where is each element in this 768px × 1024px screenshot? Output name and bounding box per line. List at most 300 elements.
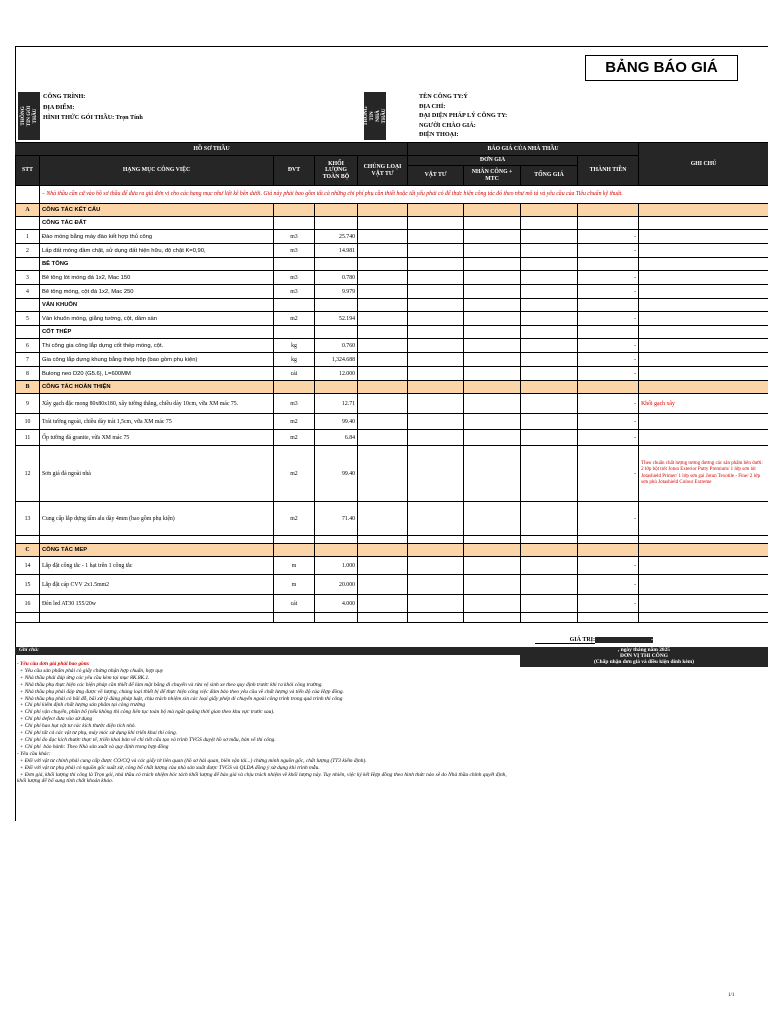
item-quantity: 25.740 (315, 230, 358, 244)
note-line: + Đơn giá, khối lượng thi công là Trọn gói, nhà thầu có trách nhiệm bóc tách khối lượng để báo giá và chịu trách nhiệm về khối lượng này. Tuy nhiên, việc ký kết Hợp đồng theo hình thức nào sẽ do Nhà thầu chính quyết định, khối lượng để bổ sung tính chất khoán khảo. (17, 771, 509, 785)
group-row (16, 258, 768, 271)
group-stt (16, 258, 40, 271)
notes-label: Ghi chú: (19, 647, 39, 653)
header-chung-loai: CHỦNG LOẠI VẬT TƯ (358, 156, 408, 186)
empty-cell (40, 613, 274, 623)
empty-cell (578, 299, 639, 312)
empty-cell (464, 557, 521, 575)
header-thanh-tien: THÀNH TIỀN (578, 156, 639, 186)
item-quantity: 0.760 (315, 339, 358, 353)
empty-cell (358, 353, 408, 367)
empty-cell (578, 217, 639, 230)
empty-cell (521, 258, 578, 271)
spacer-row (16, 613, 768, 623)
empty-cell (464, 430, 521, 446)
table-row (16, 414, 768, 430)
item-stt: 4 (16, 285, 40, 299)
total-value: - (595, 637, 653, 643)
item-note (639, 414, 768, 430)
item-quantity: 0.780 (315, 271, 358, 285)
item-unit: m2 (274, 414, 315, 430)
group-name: CỐT THÉP (40, 326, 274, 339)
empty-cell (358, 575, 408, 595)
item-note (639, 353, 768, 367)
table-row (16, 312, 768, 326)
item-total: - (578, 244, 639, 258)
total-label: GIÁ TRỊ: (535, 637, 595, 644)
section-name: CÔNG TÁC KẾT CẤU (40, 204, 274, 217)
empty-cell (16, 613, 40, 623)
item-note (639, 312, 768, 326)
table-row (16, 230, 768, 244)
empty-cell (358, 367, 408, 381)
empty-cell (408, 544, 464, 557)
empty-cell (578, 381, 639, 394)
empty-cell (521, 230, 578, 244)
empty-cell (521, 204, 578, 217)
empty-cell (521, 430, 578, 446)
empty-cell (408, 414, 464, 430)
empty-cell (358, 339, 408, 353)
empty-cell (464, 244, 521, 258)
document-title: BẢNG BÁO GIÁ (585, 55, 738, 81)
item-note (639, 285, 768, 299)
contractor-info-block (419, 92, 759, 140)
item-unit: m2 (274, 446, 315, 502)
item-quantity: 99.40 (315, 446, 358, 502)
empty-cell (521, 271, 578, 285)
item-stt: 7 (16, 353, 40, 367)
note-stt (16, 186, 40, 204)
item-stt: 1 (16, 230, 40, 244)
header-vat-tu: VẬT TƯ (408, 166, 464, 186)
table-row (16, 271, 768, 285)
item-name: Bulong neo D20 (G5.6), L=600MM (40, 367, 274, 381)
project-line: CÔNG TRÌNH: (43, 93, 86, 100)
empty-cell (274, 544, 315, 557)
item-unit: m3 (274, 394, 315, 414)
item-quantity: 6.84 (315, 430, 358, 446)
empty-cell (521, 394, 578, 414)
empty-cell (408, 230, 464, 244)
item-total: - (578, 394, 639, 414)
empty-cell (358, 430, 408, 446)
section-name: CÔNG TÁC HOÀN THIỆN (40, 381, 274, 394)
item-total: - (578, 285, 639, 299)
empty-cell (464, 326, 521, 339)
empty-cell (315, 217, 358, 230)
signature-subtitle: (Chấp nhận đơn giá và điều kiện đính kèm) (593, 659, 695, 665)
empty-cell (521, 299, 578, 312)
note-line: + Chi phí bảo hành: Theo Nhà sản xuất và quy định trong hợp đồng (17, 743, 169, 750)
header-don-gia: ĐƠN GIÁ (408, 156, 578, 166)
empty-cell (578, 536, 639, 544)
empty-cell (408, 353, 464, 367)
empty-cell (358, 299, 408, 312)
empty-cell (464, 339, 521, 353)
section-row (16, 381, 768, 394)
empty-cell (464, 204, 521, 217)
item-note: Theo chuẩn chất lượng tương đương các sản phẩm bên dưới: 2 lớp bột trét Jotun Exterior Putty Premium/ 1 lớp sơn lót Jotashield Primer/ 1 lớp sơn gai Jotun Texotile - Fine/ 2 lớp sơn phủ Jotashield Colour Extreme (639, 446, 768, 502)
empty-cell (578, 613, 639, 623)
empty-cell (408, 557, 464, 575)
empty-cell (358, 204, 408, 217)
group-row (16, 299, 768, 312)
empty-cell (315, 544, 358, 557)
item-stt: 10 (16, 414, 40, 430)
empty-cell (639, 613, 768, 623)
group-name: BÊ TÔNG (40, 258, 274, 271)
note-line: + Nhà thầu phụ phải đáp ứng được về lượng, chủng loại thiết bị để thực hiện công việc đảm bảo theo yêu cầu về chất lượng và tiến độ của Hợp đồng. (17, 688, 344, 695)
address-line: ĐỊA CHỈ: (419, 102, 446, 110)
item-name: Thi công gia công lắp dựng cốt thép móng, cột. (40, 339, 274, 353)
item-unit: m2 (274, 502, 315, 536)
item-total: - (578, 575, 639, 595)
note-line: + Nhà thầu phụ thực hiện các biện pháp cần thiết để làm mặt bằng di chuyển và rửa vệ sinh xe theo quy định trước khi ra khỏi công trường. (17, 681, 323, 688)
item-quantity: 52.194 (315, 312, 358, 326)
item-total: - (578, 367, 639, 381)
section-row (16, 544, 768, 557)
empty-cell (408, 204, 464, 217)
note-line: - Yêu cầu khác: (17, 750, 51, 757)
group-name: VÁN KHUÔN (40, 299, 274, 312)
empty-cell (521, 353, 578, 367)
page-number: 1/1 (728, 993, 735, 998)
table-row (16, 339, 768, 353)
note-line: + Nhà thầu phải đáp ứng các yêu cầu kèm tại mục 8K.8K.1. (17, 674, 150, 681)
empty-cell (408, 285, 464, 299)
item-stt: 13 (16, 502, 40, 536)
empty-cell (639, 381, 768, 394)
item-total: - (578, 271, 639, 285)
empty-cell (639, 536, 768, 544)
item-unit: kg (274, 353, 315, 367)
empty-cell (464, 613, 521, 623)
item-quantity: 14.981 (315, 244, 358, 258)
item-quantity: 1,324.688 (315, 353, 358, 367)
table-row (16, 502, 768, 536)
item-stt: 6 (16, 339, 40, 353)
empty-cell (358, 217, 408, 230)
item-quantity: 71.40 (315, 502, 358, 536)
header-hang-muc: HẠNG MỤC CÔNG VIỆC (40, 156, 274, 186)
empty-cell (408, 299, 464, 312)
item-name: Ốp tường đá granite, vữa XM mác 75 (40, 430, 274, 446)
general-notes (15, 647, 768, 821)
empty-cell (578, 258, 639, 271)
empty-cell (315, 299, 358, 312)
note-line: + Chi phí đo đạc kích thước thực tế, triển khai bản vẽ chi tiết cấu tạo và trình TVGS duyệt hồ sơ mẫu, bản vẽ thi công. (17, 736, 276, 743)
note-line: + Nhà thầu phụ phải có bãi đỗ, bãi xử lý đúng pháp luật, chịu trách nhiệm xin các loại giấy phép di chuyển ngoài công trình trong quá trình thi công (17, 695, 343, 702)
empty-cell (315, 258, 358, 271)
empty-cell (408, 575, 464, 595)
item-unit: kg (274, 339, 315, 353)
item-stt: 3 (16, 271, 40, 285)
empty-cell (464, 502, 521, 536)
empty-cell (464, 230, 521, 244)
table-row (16, 394, 768, 414)
empty-cell (358, 381, 408, 394)
empty-cell (521, 381, 578, 394)
empty-cell (315, 326, 358, 339)
item-total: - (578, 353, 639, 367)
signature-title: ĐƠN VỊ THI CÔNG (620, 653, 668, 659)
table-row (16, 367, 768, 381)
item-stt: 5 (16, 312, 40, 326)
empty-cell (315, 381, 358, 394)
empty-cell (274, 258, 315, 271)
empty-cell (521, 217, 578, 230)
note-line: + Đối với vật tư chính phải cung cấp được CO/CQ và các giấy tờ liên quan (hồ sơ hải quan, biên vận tải...) chứng minh nguồn gốc, chất lượng (TT3 kiểm định). (17, 757, 367, 764)
item-total: - (578, 312, 639, 326)
item-note (639, 430, 768, 446)
table-row (16, 557, 768, 575)
header-stt: STT (16, 156, 40, 186)
empty-cell (358, 312, 408, 326)
empty-cell (521, 557, 578, 575)
header-tong-gia: TỔNG GIÁ (521, 166, 578, 186)
empty-cell (521, 244, 578, 258)
section-id: A (16, 204, 40, 217)
signature-block (520, 647, 768, 667)
table-row (16, 285, 768, 299)
item-stt: 9 (16, 394, 40, 414)
item-stt: 11 (16, 430, 40, 446)
empty-cell (464, 575, 521, 595)
item-stt: 12 (16, 446, 40, 502)
item-name: Gia công lắp dựng khung bằng thép hộp (bao gồm phụ kiện) (40, 353, 274, 367)
instruction-note: – Nhà thầu cần cứ vào hồ sơ thầu để đưa ra giá đơn vị cho các hạng mục như liệt kê bên dưới. Giá này phải bao gồm tất cả những chi phí phụ cần thiết hoặc tất yếu phải có để thực hiện công tác đó theo như mô tả và yêu cầu của Tiêu chuẩn kỹ thuật. (40, 186, 768, 204)
empty-cell (521, 414, 578, 430)
empty-cell (274, 381, 315, 394)
group-row (16, 326, 768, 339)
item-name: Xây gạch đặc mong 80x80x180, xây tường thẳng, chiều dày 10cm, vữa XM mác 75. (40, 394, 274, 414)
item-quantity: 12.000 (315, 367, 358, 381)
header-nhan-cong: NHÂN CÔNG + MTC (464, 166, 521, 186)
empty-cell (358, 557, 408, 575)
empty-cell (408, 258, 464, 271)
empty-cell (274, 217, 315, 230)
empty-cell (578, 204, 639, 217)
section-row (16, 204, 768, 217)
empty-cell (408, 217, 464, 230)
item-name: Trát tường ngoài, chiều dày trát 1,5cm, vữa XM mác 75 (40, 414, 274, 430)
item-name: Lấp đất móng đầm chặt, sử dụng đất hiện hữu, độ chặt K=0,90, (40, 244, 274, 258)
item-stt: 14 (16, 557, 40, 575)
item-quantity: 20.000 (315, 575, 358, 595)
empty-cell (464, 285, 521, 299)
empty-cell (521, 367, 578, 381)
empty-cell (521, 544, 578, 557)
item-total: - (578, 230, 639, 244)
section-id: C (16, 544, 40, 557)
item-quantity: 9.979 (315, 285, 358, 299)
item-unit: m (274, 557, 315, 575)
empty-cell (639, 204, 768, 217)
header-khoi-luong: KHỐI LƯỢNG TOÀN BỘ (315, 156, 358, 186)
header-bao-gia: BÁO GIÁ CỦA NHÀ THẦU (408, 143, 639, 156)
item-quantity: 12.71 (315, 394, 358, 414)
item-name: Sơn giả đá ngoài nhà (40, 446, 274, 502)
empty-cell (464, 414, 521, 430)
item-stt: 8 (16, 367, 40, 381)
item-name: Lắp đặt công tắc - 1 hạt trên 1 công tắc (40, 557, 274, 575)
item-unit: m2 (274, 430, 315, 446)
empty-cell (521, 446, 578, 502)
empty-cell (408, 394, 464, 414)
empty-cell (408, 312, 464, 326)
empty-cell (464, 367, 521, 381)
table-row (16, 244, 768, 258)
empty-cell (408, 536, 464, 544)
empty-cell (578, 326, 639, 339)
note-line: + Chi phí hao hụt vật tư các kích thước diện tích nhỏ. (17, 723, 136, 730)
item-quantity: 1.000 (315, 557, 358, 575)
item-note: Khối gạch xây (639, 394, 768, 414)
item-note (639, 271, 768, 285)
item-name: Đèn led AT30 155/20w (40, 595, 274, 613)
location-line: ĐỊA ĐIỂM: (43, 103, 75, 111)
item-unit: m3 (274, 230, 315, 244)
empty-cell (464, 544, 521, 557)
empty-cell (464, 381, 521, 394)
empty-cell (358, 595, 408, 613)
group-row (16, 217, 768, 230)
item-total: - (578, 502, 639, 536)
empty-cell (315, 204, 358, 217)
empty-cell (358, 244, 408, 258)
item-unit: m3 (274, 271, 315, 285)
section-name: CÔNG TÁC MEP (40, 544, 274, 557)
table-row (16, 575, 768, 595)
quotation-table (15, 142, 768, 623)
table-row (16, 446, 768, 502)
item-unit: m2 (274, 312, 315, 326)
empty-cell (358, 285, 408, 299)
item-name: Bê tông lót móng đá 1x2, Mac 150 (40, 271, 274, 285)
empty-cell (358, 271, 408, 285)
group-stt (16, 326, 40, 339)
empty-cell (464, 595, 521, 613)
item-total: - (578, 557, 639, 575)
item-note (639, 502, 768, 536)
item-note (639, 575, 768, 595)
note-line: + Chi phí kiểm định chất lượng sản phẩm tại công trường (17, 702, 146, 709)
empty-cell (521, 326, 578, 339)
item-total: - (578, 339, 639, 353)
item-total: - (578, 446, 639, 502)
item-stt: 16 (16, 595, 40, 613)
empty-cell (315, 536, 358, 544)
empty-cell (40, 536, 274, 544)
header-ghi-chu: GHI CHÚ (639, 143, 768, 186)
item-stt: 2 (16, 244, 40, 258)
empty-cell (464, 446, 521, 502)
company-name-line: TÊN CÔNG TY:Ý (419, 93, 468, 100)
item-name: Đào móng bằng máy đào kết hợp thủ công (40, 230, 274, 244)
empty-cell (464, 353, 521, 367)
empty-cell (358, 258, 408, 271)
item-total: - (578, 430, 639, 446)
item-note (639, 339, 768, 353)
empty-cell (408, 613, 464, 623)
empty-cell (358, 230, 408, 244)
empty-cell (639, 299, 768, 312)
item-note (639, 557, 768, 575)
empty-cell (274, 613, 315, 623)
empty-cell (408, 430, 464, 446)
empty-cell (408, 244, 464, 258)
item-stt: 15 (16, 575, 40, 595)
empty-cell (464, 394, 521, 414)
empty-cell (274, 299, 315, 312)
notes-list (17, 661, 517, 785)
empty-cell (639, 217, 768, 230)
item-name: Bê tông móng, cột đá 1x2, Mac 250 (40, 285, 274, 299)
item-note (639, 244, 768, 258)
empty-cell (521, 312, 578, 326)
note-line: + Chi phí tất cả các vật tư phụ, máy móc sử dụng khi triển khai thi công. (17, 730, 177, 737)
empty-cell (464, 217, 521, 230)
empty-cell (521, 536, 578, 544)
empty-cell (358, 326, 408, 339)
legal-rep-line: ĐẠI DIỆN PHÁP LÝ CÔNG TY: (419, 112, 508, 119)
empty-cell (578, 544, 639, 557)
item-unit: cái (274, 595, 315, 613)
empty-cell (358, 446, 408, 502)
empty-cell (315, 613, 358, 623)
empty-cell (358, 394, 408, 414)
item-total: - (578, 414, 639, 430)
empty-cell (464, 312, 521, 326)
empty-cell (408, 381, 464, 394)
header-ho-so: HỒ SƠ THẦU (16, 143, 408, 156)
section-id: B (16, 381, 40, 394)
empty-cell (521, 575, 578, 595)
table-row (16, 430, 768, 446)
table-row (16, 595, 768, 613)
empty-cell (274, 204, 315, 217)
empty-cell (639, 326, 768, 339)
empty-cell (408, 271, 464, 285)
quoter-line: NGƯỜI CHÀO GIÁ: (419, 121, 476, 129)
tender-info-block (43, 92, 343, 140)
note-line: + Chi phí vận chuyển, phần bổ (nếu không thi công liên tục toàn bộ mà ngắt quãng thời gian theo khu vực trước sau). (17, 709, 275, 716)
empty-cell (274, 536, 315, 544)
item-note (639, 367, 768, 381)
empty-cell (408, 367, 464, 381)
contractor-info-label: THÔNG TIN NHÀ THẦU (364, 92, 386, 140)
item-name: Ván khuôn móng, giằng tường, cột, dầm sàn (40, 312, 274, 326)
item-note (639, 595, 768, 613)
tender-info-label: THÔNG TIN GÓI THẦU (18, 92, 40, 140)
date-line: , ngày tháng năm 2025 (618, 647, 670, 653)
total-row (15, 637, 768, 646)
empty-cell (274, 326, 315, 339)
item-unit: m3 (274, 285, 315, 299)
contract-form-line: HÌNH THỨC GÓI THẦU: Trọn Tính (43, 114, 143, 121)
item-name: Lắp đặt cáp CVV 2x1.5mm2 (40, 575, 274, 595)
empty-cell (521, 285, 578, 299)
empty-cell (639, 544, 768, 557)
note-line: + Đối với vật tư phụ phải có nguồn gốc xuất xứ, công bố chất lượng của nhà sản xuất được TVGS và QLDA đồng ý sử dụng khi trình mẫu. (17, 764, 320, 771)
group-stt (16, 299, 40, 312)
empty-cell (408, 446, 464, 502)
empty-cell (464, 299, 521, 312)
item-unit: m (274, 575, 315, 595)
item-name: Cung cấp lắp dựng tấm alu dày 4mm (bao gồm phụ kiện) (40, 502, 274, 536)
empty-cell (408, 595, 464, 613)
